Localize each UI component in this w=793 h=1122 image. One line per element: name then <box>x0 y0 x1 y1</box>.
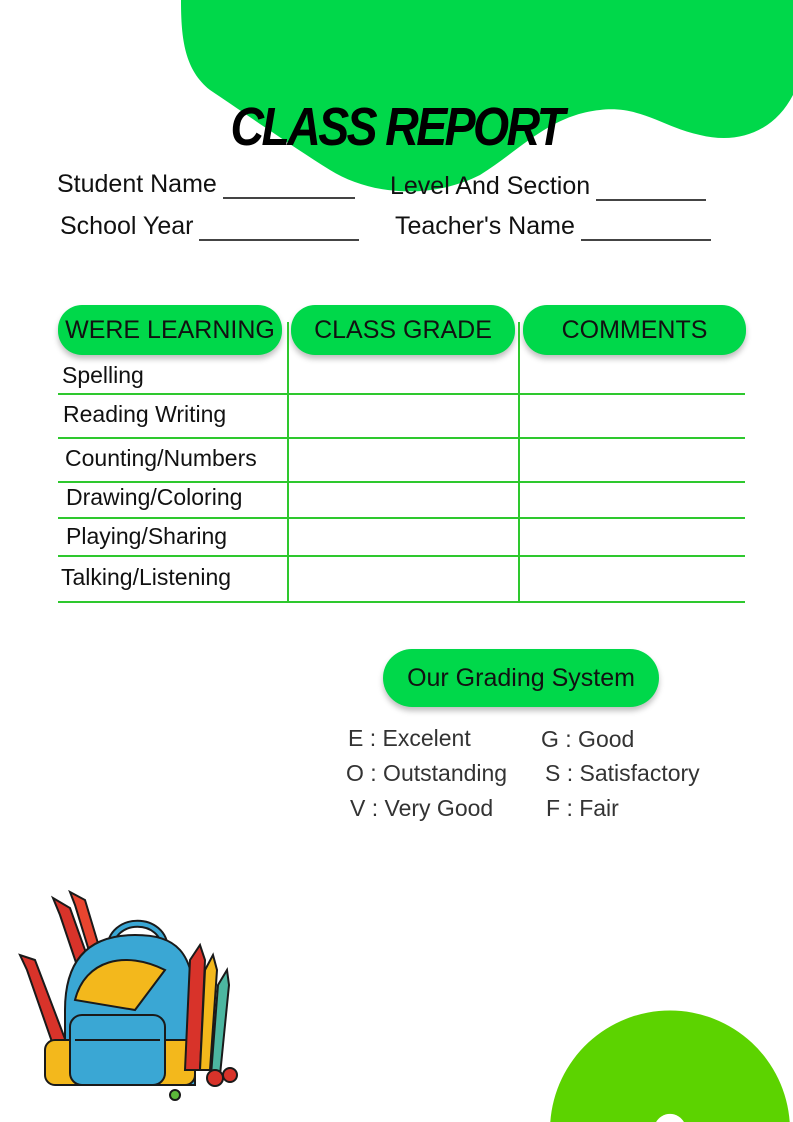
grade-s: S : Satisfactory <box>545 760 700 786</box>
teacher-name-label: Teacher's Name <box>395 212 575 240</box>
student-name-label: Student Name <box>57 170 217 198</box>
level-section-field[interactable] <box>390 172 706 201</box>
bottom-green-circle <box>540 1000 793 1122</box>
row-divider <box>58 517 745 519</box>
header-comments: COMMENTS <box>523 305 746 355</box>
row-divider <box>58 555 745 557</box>
row-label-playing: Playing/Sharing <box>66 523 228 549</box>
row-label-counting: Counting/Numbers <box>65 445 257 471</box>
row-divider <box>58 481 745 483</box>
row-label-spelling: Spelling <box>62 362 144 388</box>
row-divider <box>58 601 745 603</box>
student-name-field[interactable] <box>57 170 355 199</box>
grade-g: G : Good <box>541 726 635 752</box>
header-class-grade: CLASS GRADE <box>291 305 515 355</box>
school-year-label: School Year <box>60 212 194 240</box>
grading-system-title: Our Grading System <box>383 649 659 707</box>
grade-f: F : Fair <box>546 795 619 821</box>
grade-v: V : Very Good <box>350 795 494 821</box>
school-year-field[interactable] <box>60 212 359 241</box>
row-label-drawing: Drawing/Coloring <box>66 484 243 510</box>
header-were-learning: WERE LEARNING <box>58 305 282 355</box>
level-section-label: Level And Section <box>390 172 591 200</box>
teacher-name-field[interactable] <box>395 212 711 241</box>
column-divider <box>287 322 289 602</box>
row-label-reading-writing: Reading Writing <box>63 401 227 427</box>
grade-e: E : Excelent <box>348 725 471 751</box>
row-label-talking: Talking/Listening <box>61 564 232 590</box>
page-title: CLASS REPORT <box>230 97 563 157</box>
grade-o: O : Outstanding <box>346 760 508 786</box>
backpack-illustration <box>15 890 245 1105</box>
row-divider <box>58 437 745 439</box>
column-divider <box>518 322 520 602</box>
row-divider <box>58 393 745 395</box>
